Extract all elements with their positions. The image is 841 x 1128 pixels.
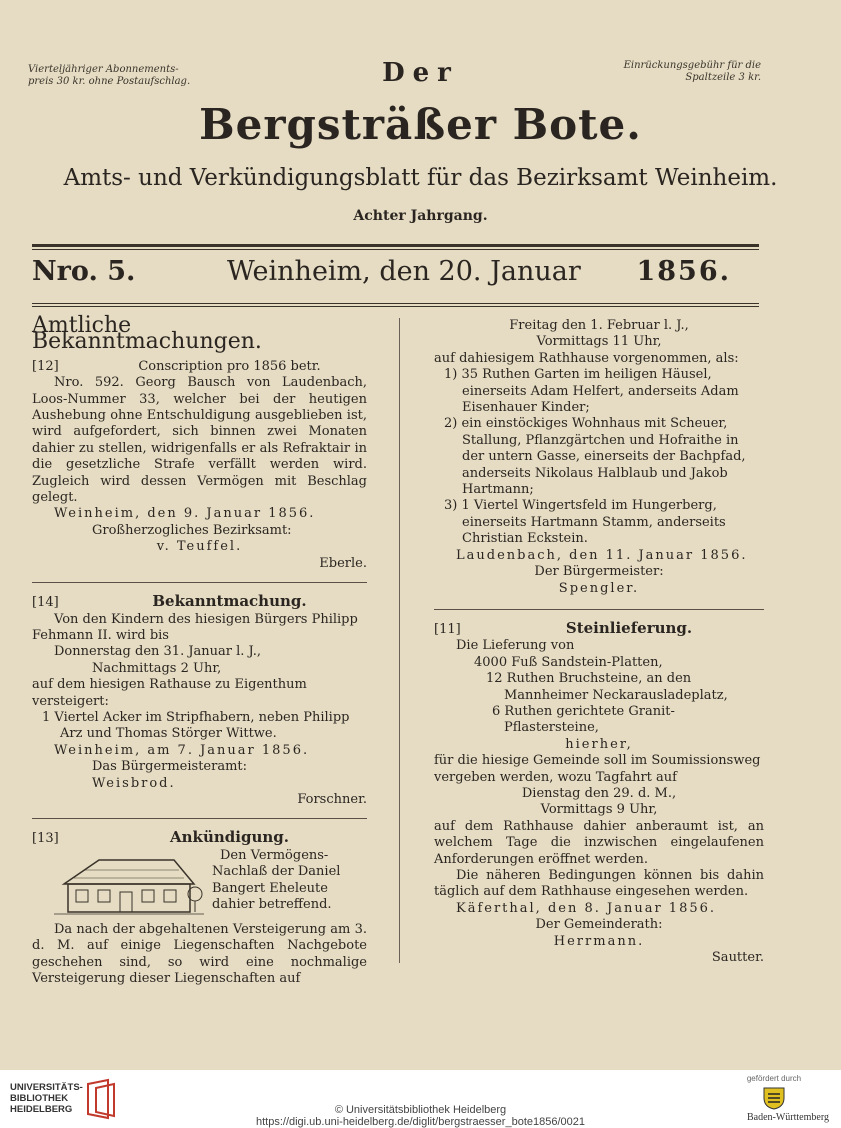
issue-rule — [32, 303, 759, 304]
notice-line: Donnerstag den 31. Januar l. J., — [54, 644, 262, 660]
notice-item: 6 Ruthen gerichtete Granit-Pflastersteine, — [492, 703, 675, 736]
notice-12 — [32, 359, 367, 572]
separator — [434, 609, 764, 610]
notice-11 — [434, 620, 764, 967]
masthead-der: Der — [382, 58, 459, 88]
notice-number: [14] — [32, 595, 59, 611]
column-divider — [399, 318, 400, 963]
masthead-rule — [32, 244, 759, 247]
masthead-subtitle: Amts- und Verkündigungsblatt für das Bezirksamt Weinheim. — [63, 165, 778, 191]
notice-subject: Den Vermögens-Nachlaß der Daniel Bangert Eheleute dahier betreffend. — [212, 847, 341, 912]
notice-signature: Herrmann. — [553, 933, 645, 949]
notice-body: Von den Kindern des hiesigen Bürgers Philipp Fehmann II. wird bis — [32, 611, 358, 643]
notice-heading: Bekanntmachung. — [152, 592, 307, 611]
baden-wuerttemberg-label[interactable]: Baden-Württemberg — [746, 1112, 829, 1123]
separator — [32, 582, 367, 583]
notice-line: hierher, — [565, 736, 633, 752]
notice-date: Weinheim, am 7. Januar 1856. — [54, 742, 310, 758]
notice-date: Käferthal, den 8. Januar 1856. — [456, 900, 717, 916]
issue-line — [32, 256, 759, 296]
notice-item: 3) 1 Viertel Wingertsfeld im Hungerberg, einerseits Hartmann Stamm, anderseits Christian Eckstein. — [444, 498, 726, 547]
issue-rule-2 — [32, 306, 759, 307]
notice-item: 1) 35 Ruthen Garten im heiligen Häusel, einerseits Adam Helfert, anderseits Adam Eisenhauer Kinder; — [444, 367, 739, 416]
notice-body: Nro. 592. Georg Bausch von Laudenbach, Loos-Nummer 33, welcher bei der heutigen Aushebung ohne Entschuldigung ausgeblieben ist, wird aufgefordert, sich binnen zwei Monaten dahier zu stellen, widrigenfalls er als Refraktair in die gesetzliche Strafe verfällt werden wird. Zugleich wird dessen Vermögen mit Beschlag gelegt. — [32, 375, 367, 506]
masthead-rule-thin — [32, 249, 759, 250]
notice-number: [11] — [434, 621, 461, 637]
notice-number: [12] — [32, 358, 59, 374]
notice-body: Da nach der abgehaltenen Versteigerung am 3. d. M. auf einige Liegenschaften Nachgebote geschehen sind, so wird eine nochmalige Versteigerung dieser Liegenschaften auf — [32, 921, 367, 986]
notice-13 — [32, 829, 367, 987]
notice-number: [13] — [32, 831, 59, 847]
notice-office: Großherzogliches Bezirksamt: — [92, 522, 292, 538]
notice-signature: v. Teuffel. — [156, 539, 243, 555]
copyright-text: © Universitätsbibliothek Heidelberg — [334, 1104, 507, 1116]
masthead-volume: Achter Jahrgang. — [353, 208, 488, 224]
notice-line: Vormittags 11 Uhr, — [536, 334, 662, 350]
notice-line: für die hiesige Gemeinde soll im Soumissionsweg vergeben werden, wozu Tagfahrt auf — [434, 753, 761, 785]
notice-office: Der Gemeinderath: — [535, 917, 663, 933]
issue-date: Weinheim, den 20. Januar — [227, 256, 581, 287]
notice-line: Dienstag den 29. d. M., — [521, 785, 677, 801]
permalink[interactable]: https://digi.ub.uni-heidelberg.de/diglit/bergstraesser_bote1856/0021 — [255, 1116, 585, 1128]
left-column — [32, 313, 367, 987]
notice-line: auf dem hiesigen Rathause zu Eigenthum versteigert: — [32, 677, 307, 709]
notice-13-continued — [434, 318, 764, 597]
notice-date: Laudenbach, den 11. Januar 1856. — [456, 547, 748, 563]
notice-office: Der Bürgermeister: — [534, 564, 664, 580]
notice-signature-2: Eberle. — [319, 555, 367, 571]
footer-bar — [0, 1070, 841, 1128]
notice-signature: Spengler. — [558, 580, 640, 596]
notice-heading: Steinlieferung. — [565, 618, 693, 637]
issue-year: 1856. — [636, 256, 731, 287]
funded-by-label: gefördert durch — [746, 1074, 802, 1083]
baden-wuerttemberg-crest-icon — [759, 1086, 789, 1110]
notice-item: 12 Ruthen Bruchsteine, an den Mannheimer Neckarausladeplatz, — [486, 671, 728, 703]
notice-signature-2: Sautter. — [711, 950, 764, 966]
house-illustration-icon — [54, 850, 204, 920]
notice-line: Nachmittags 2 Uhr, — [92, 660, 222, 676]
notice-signature-2: Forschner. — [297, 791, 367, 807]
notice-item: 2) ein einstöckiges Wohnhaus mit Scheuer, Stallung, Pflanzgärtchen und Hofraithe in der untern Gasse, einerseits der Bachpfad, anderseits Nikolaus Halblaub und Jakob Hartmann; — [444, 416, 746, 498]
notice-item: 4000 Fuß Sandstein-Platten, — [474, 654, 663, 670]
notice-item: 1 Viertel Acker im Stripfhabern, neben Philipp Arz und Thomas Störger Wittwe. — [42, 709, 350, 742]
section-title: Amtliche Bekanntmachungen. — [32, 313, 262, 355]
notice-body: Die näheren Bedingungen können bis dahin täglich auf dem Rathhause eingesehen werden. — [434, 868, 764, 900]
fee-note: Einrückungsgebühr für die Spaltzeile 3 kr. — [623, 60, 761, 83]
right-column — [434, 318, 764, 966]
separator — [32, 818, 367, 819]
notice-body: auf dem Rathhause dahier anberaumt ist, an welchem Tage die inzwischen eingelaufenen Anforderungen eröffnet werden. — [434, 818, 764, 867]
notice-heading: Ankündigung. — [170, 828, 289, 847]
masthead-title: Bergsträßer Bote. — [199, 100, 642, 149]
notice-line: Vormittags 9 Uhr, — [540, 802, 658, 818]
notice-date: Weinheim, den 9. Januar 1856. — [54, 506, 316, 522]
notice-line: Die Lieferung von — [456, 638, 575, 654]
notice-office: Das Bürgermeisteramt: — [92, 759, 248, 775]
notice-line: Freitag den 1. Februar l. J., — [509, 318, 689, 333]
notice-signature: Weisbrod. — [92, 775, 176, 791]
notice-heading: Conscription pro 1856 betr. — [138, 358, 321, 374]
notice-line: auf dahiesigem Rathhause vorgenommen, als: — [434, 350, 739, 366]
subscription-note: Vierteljähriger Abonnements- preis 30 kr. ohne Postaufschlag. — [28, 64, 191, 87]
notice-14 — [32, 593, 367, 808]
ub-heidelberg-logo-text: UNIVERSITÄTS- BIBLIOTHEK HEIDELBERG — [10, 1082, 83, 1115]
issue-number: Nro. 5. — [32, 256, 136, 287]
